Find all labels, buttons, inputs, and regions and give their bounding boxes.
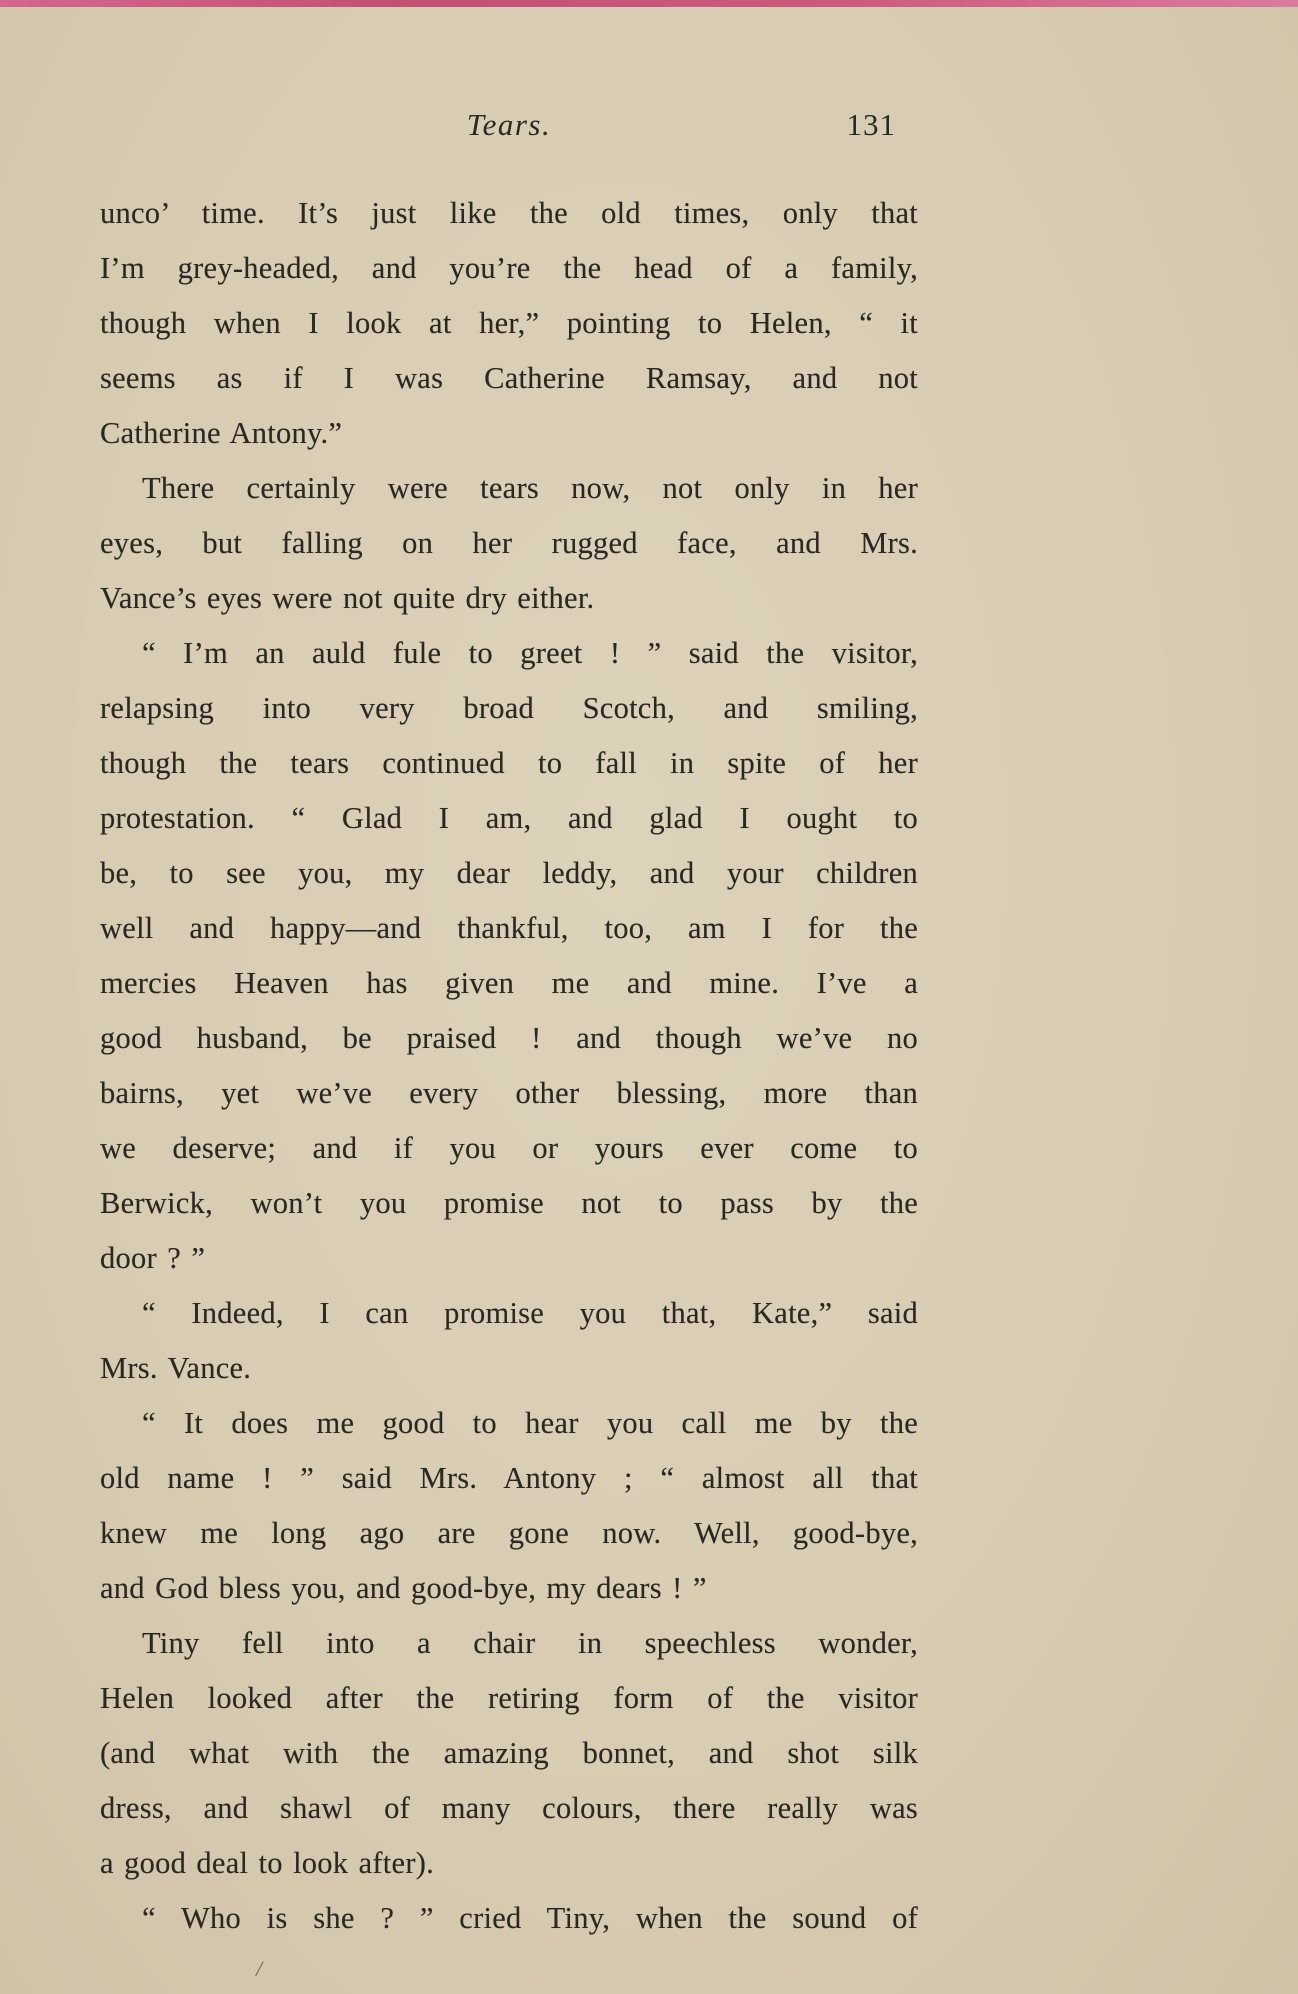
text-line: relapsing into very broad Scotch, and smiling, (100, 691, 918, 725)
text-line: eyes, but falling on her rugged face, and Mrs. (100, 526, 918, 560)
text-line: unco’ time. It’s just like the old times, only that (100, 196, 918, 230)
text-line: though the tears continued to fall in spite of her (100, 746, 918, 780)
text-line: Mrs. Vance. (100, 1351, 252, 1385)
paragraph (100, 1891, 918, 1946)
text-line: protestation. “ Glad I am, and glad I ought to (100, 801, 918, 835)
text-line: though when I look at her,” pointing to Helen, “ it (100, 306, 918, 340)
running-header (100, 104, 918, 150)
text-line: “ Indeed, I can promise you that, Kate,” said (142, 1296, 918, 1330)
text-line: There certainly were tears now, not only in her (142, 471, 918, 505)
text-line: “ It does me good to hear you call me by the (142, 1406, 918, 1440)
paragraph (100, 1286, 918, 1396)
text-line: mercies Heaven has given me and mine. I’ve a (100, 966, 918, 1000)
text-line: well and happy—and thankful, too, am I for the (100, 911, 918, 945)
text-line: old name ! ” said Mrs. Antony ; “ almost all that (100, 1461, 918, 1495)
text-line: be, to see you, my dear leddy, and your children (100, 856, 918, 890)
text-line: bairns, yet we’ve every other blessing, more than (100, 1076, 918, 1110)
paragraph (100, 461, 918, 626)
text-line: and God bless you, and good-bye, my dears ! ” (100, 1571, 707, 1605)
text-line: Catherine Antony.” (100, 416, 343, 450)
scan-edge-stripe (0, 0, 1298, 7)
text-line: I’m grey-headed, and you’re the head of a family, (100, 251, 918, 285)
text-line: Berwick, won’t you promise not to pass by the (100, 1186, 918, 1220)
text-line: “ Who is she ? ” cried Tiny, when the sound of (142, 1901, 918, 1935)
text-line: a good deal to look after). (100, 1846, 435, 1880)
text-line: Vance’s eyes were not quite dry either. (100, 581, 595, 615)
text-line: door ? ” (100, 1241, 206, 1275)
text-line: Tiny fell into a chair in speechless wonder, (142, 1626, 918, 1660)
text-block (100, 186, 918, 1946)
paragraph (100, 626, 918, 1286)
paragraph (100, 186, 918, 461)
text-area (100, 104, 918, 1946)
paragraph (100, 1396, 918, 1616)
text-line: good husband, be praised ! and though we’ve no (100, 1021, 918, 1055)
page-number: 131 (846, 107, 896, 142)
paragraph (100, 1616, 918, 1891)
text-line: dress, and shawl of many colours, there really was (100, 1791, 918, 1825)
stray-ink-mark: / (256, 1956, 263, 1981)
text-line: Helen looked after the retiring form of the visitor (100, 1681, 918, 1715)
page-title: Tears. (466, 107, 552, 142)
text-line: we deserve; and if you or yours ever come to (100, 1131, 918, 1165)
text-line: seems as if I was Catherine Ramsay, and not (100, 361, 918, 395)
text-line: “ I’m an auld fule to greet ! ” said the visitor, (142, 636, 918, 670)
text-line: knew me long ago are gone now. Well, good-bye, (100, 1516, 918, 1550)
text-line: (and what with the amazing bonnet, and shot silk (100, 1736, 918, 1770)
